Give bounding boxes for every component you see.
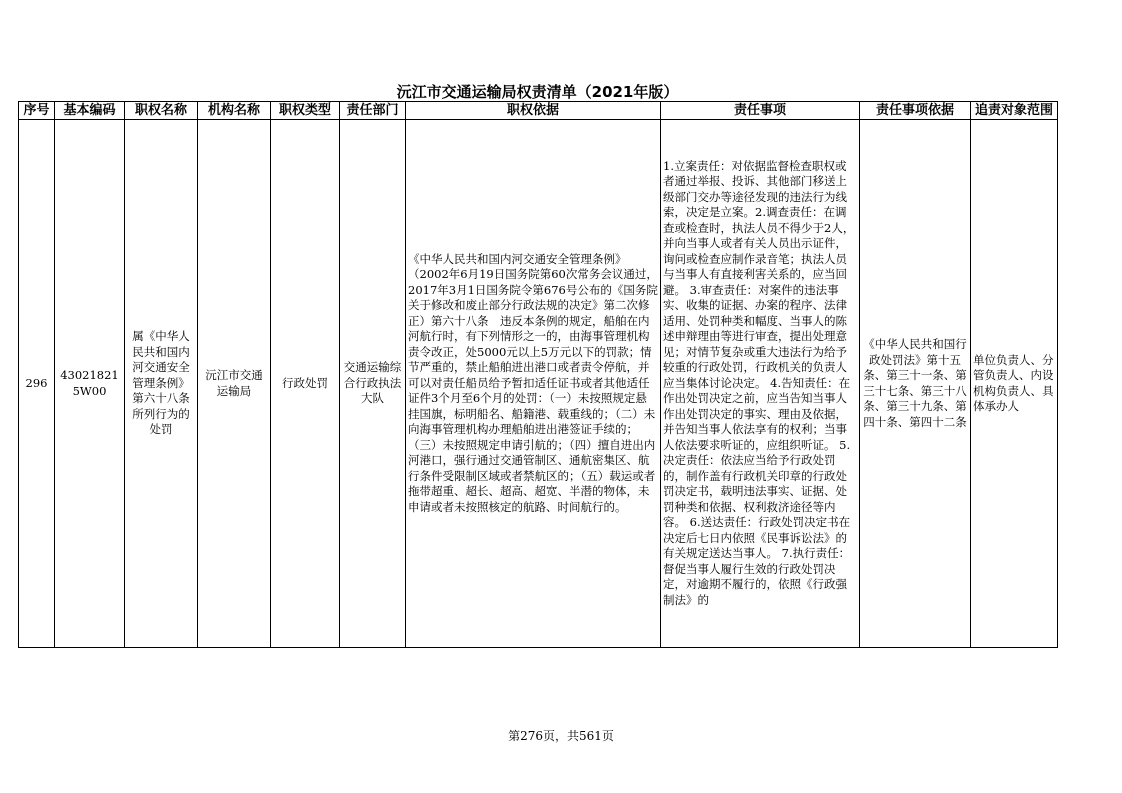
header-power-name: 职权名称: [125, 102, 198, 120]
cell-accountability: 单位负责人、分管负责人、内设机构负责人、具体承办人: [971, 120, 1058, 648]
table-row: [19, 120, 1058, 648]
cell-code: 430218215W00: [55, 120, 125, 648]
header-duty-basis: 责任事项依据: [860, 102, 971, 120]
cell-seq: 296: [19, 120, 55, 648]
header-duties: 责任事项: [661, 102, 860, 120]
table-header-row: [19, 102, 1058, 120]
responsibility-table: [18, 101, 1058, 648]
header-department: 责任部门: [340, 102, 406, 120]
header-power-type: 职权类型: [271, 102, 340, 120]
page-title: 沅江市交通运输局权责清单（2021年版）: [396, 83, 679, 101]
header-basis: 职权依据: [406, 102, 661, 120]
cell-agency: 沅江市交通运输局: [198, 120, 271, 648]
cell-power-type: 行政处罚: [271, 120, 340, 648]
cell-department: 交通运输综合行政执法大队: [340, 120, 406, 648]
header-seq: 序号: [19, 102, 55, 120]
page-number: 第276页，共561页: [508, 729, 614, 743]
cell-power-name: 属《中华人民共和国内河交通安全管理条例》第六十八条所列行为的处罚: [125, 120, 198, 648]
header-agency: 机构名称: [198, 102, 271, 120]
cell-basis: 《中华人民共和国内河交通安全管理条例》（2002年6月19日国务院第60次常务会议通过，2017年3月1日国务院令第676号公布的《国务院关于修改和废止部分行政法规的决定》第二次修正）第六十八条 违反本条例的规定，船舶在内河航行时，有下列情形之一的，由海事管理机构责令改正，处5000元以上5万元以下的罚款；情节严重的，禁止船舶进出港口或者责令停航，并可以对责任船员给予暂扣适任证书或者其他适任证件3个月至6个月的处罚：（一）未按照规定悬挂国旗，标明船名、船籍港、载重线的；（二）未向海事管理机构办理船舶进出港签证手续的；（三）未按照规定申请引航的；（四）擅自进出内河港口，强行通过交通管制区、通航密集区、航行条件受限制区域或者禁航区的；（五）载运或者拖带超重、超长、超高、超宽、半潜的物体，未申请或者未按照核定的航路、时间航行的。: [406, 120, 661, 648]
header-code: 基本编码: [55, 102, 125, 120]
header-accountability: 追责对象范围: [971, 102, 1058, 120]
cell-duties: 1.立案责任：对依据监督检查职权或者通过举报、投诉、其他部门移送上级部门交办等途径发现的违法行为线索，决定是立案。2.调查责任：在调查或检查时，执法人员不得少于2人，并向当事人或者有关人员出示证件，询问或检查应制作录音笔；执法人员与当事人有直接利害关系的，应当回避。 3.审查责任：对案件的违法事实、收集的证据、办案的程序、法律适用、处罚种类和幅度、当事人的陈述申辩理由等进行审查，提出处理意见；对情节复杂或重大违法行为给予较重的行政处罚，行政机关的负责人应当集体讨论决定。 4.告知责任：在作出处罚决定之前，应当告知当事人作出处罚决定的事实、理由及依据，并告知当事人依法享有的权利；当事人依法要求听证的，应组织听证。 5.决定责任：依法应当给予行政处罚的，制作盖有行政机关印章的行政处罚决定书，载明违法事实、证据、处罚种类和依据、权利救济途径等内容。 6.送达责任：行政处罚决定书在决定后七日内依照《民事诉讼法》的有关规定送达当事人。 7.执行责任：督促当事人履行生效的行政处罚决定，对逾期不履行的，依照《行政强制法》的: [661, 120, 860, 648]
cell-duty-basis: 《中华人民共和国行政处罚法》第十五条、第三十一条、第三十七条、第三十八条、第三十九条、第四十条、第四十二条: [860, 120, 971, 648]
